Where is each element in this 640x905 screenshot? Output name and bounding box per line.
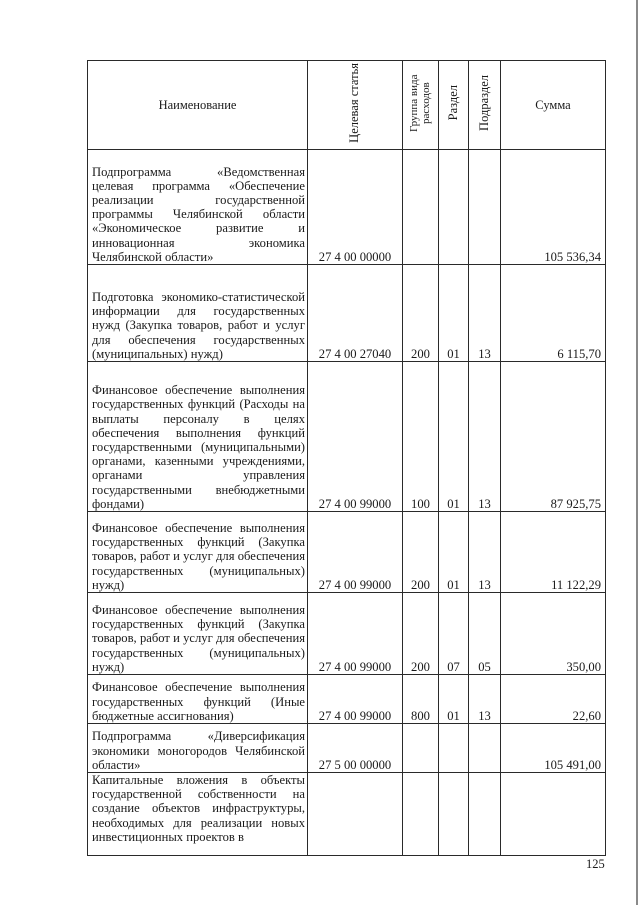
row-section	[439, 773, 469, 856]
row-subsection: 05	[469, 593, 501, 675]
row-target: 27 5 00 00000	[308, 724, 403, 773]
header-target: Целевая статья	[308, 61, 403, 150]
row-target: 27 4 00 99000	[308, 675, 403, 724]
row-name: Подпрограмма «Диверсификация экономики моногородов Челябинской области»	[88, 724, 308, 773]
scan-edge	[636, 0, 638, 905]
row-target: 27 4 00 99000	[308, 362, 403, 512]
row-section: 07	[439, 593, 469, 675]
row-sum: 350,00	[501, 593, 606, 675]
row-group: 100	[403, 362, 439, 512]
header-group: Группа вида расходов	[403, 61, 439, 150]
table-row	[88, 593, 606, 675]
table-row	[88, 362, 606, 512]
row-name: Капитальные вложения в объекты государственной собственности на создание объектов инфраструктуры, необходимых для реализации новых инвестиционных проектов в	[88, 773, 308, 856]
row-name: Финансовое обеспечение выполнения государственных функций (Закупка товаров, работ и услуг для обеспечения государственных (муниципальных) нужд)	[88, 593, 308, 675]
header-name: Наименование	[88, 61, 308, 150]
row-name: Подготовка экономико-статистической информации для государственных нужд (Закупка товаров, работ и услуг для обеспечения государственных (муниципальных) нужд)	[88, 265, 308, 362]
row-sum: 6 115,70	[501, 265, 606, 362]
header-row	[88, 61, 606, 150]
row-name: Подпрограмма «Ведомственная целевая программа «Обеспечение реализации государственной программы Челябинской области «Экономическое развитие и инновационная экономика Челябинской области»	[88, 150, 308, 265]
row-name: Финансовое обеспечение выполнения государственных функций (Расходы на выплаты персоналу в целях обеспечения выполнения функций государственными (муниципальными) органами, казенными учреждениями, органами управления государственными внебюджетными фондами)	[88, 362, 308, 512]
row-section: 01	[439, 675, 469, 724]
row-subsection	[469, 150, 501, 265]
table-row	[88, 512, 606, 593]
header-section: Раздел	[439, 61, 469, 150]
row-section	[439, 150, 469, 265]
row-group	[403, 773, 439, 856]
row-subsection	[469, 773, 501, 856]
row-group	[403, 150, 439, 265]
row-subsection: 13	[469, 675, 501, 724]
row-group: 200	[403, 593, 439, 675]
row-group: 200	[403, 265, 439, 362]
table-row	[88, 265, 606, 362]
row-name: Финансовое обеспечение выполнения государственных функций (Закупка товаров, работ и услуг для обеспечения государственных (муниципальных) нужд)	[88, 512, 308, 593]
table-row	[88, 773, 606, 856]
row-sum: 105 491,00	[501, 724, 606, 773]
table-row	[88, 150, 606, 265]
row-target: 27 4 00 00000	[308, 150, 403, 265]
row-group: 200	[403, 512, 439, 593]
row-target: 27 4 00 99000	[308, 593, 403, 675]
row-section: 01	[439, 512, 469, 593]
table-row	[88, 675, 606, 724]
row-subsection: 13	[469, 362, 501, 512]
row-group: 800	[403, 675, 439, 724]
row-sum: 22,60	[501, 675, 606, 724]
row-subsection: 13	[469, 512, 501, 593]
header-sum: Сумма	[501, 61, 606, 150]
row-sum	[501, 773, 606, 856]
row-sum: 11 122,29	[501, 512, 606, 593]
row-section	[439, 724, 469, 773]
row-sum: 105 536,34	[501, 150, 606, 265]
row-section: 01	[439, 362, 469, 512]
budget-table	[87, 60, 606, 856]
page-number: 125	[586, 857, 605, 871]
table-row	[88, 724, 606, 773]
row-target: 27 4 00 27040	[308, 265, 403, 362]
header-subsection: Подраздел	[469, 61, 501, 150]
row-subsection: 13	[469, 265, 501, 362]
row-sum: 87 925,75	[501, 362, 606, 512]
row-subsection	[469, 724, 501, 773]
row-target: 27 4 00 99000	[308, 512, 403, 593]
row-section: 01	[439, 265, 469, 362]
row-group	[403, 724, 439, 773]
row-name: Финансовое обеспечение выполнения государственных функций (Иные бюджетные ассигнования)	[88, 675, 308, 724]
row-target	[308, 773, 403, 856]
